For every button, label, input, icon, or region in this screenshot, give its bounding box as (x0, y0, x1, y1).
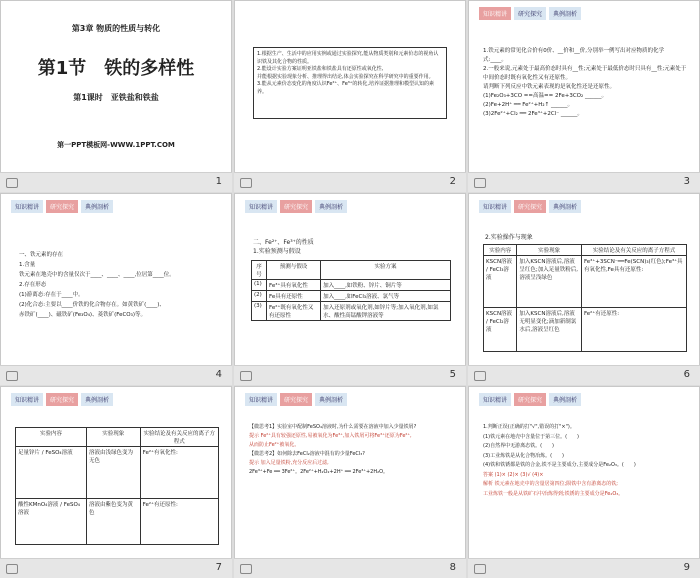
thumb-bar (0, 365, 232, 385)
slide-icon (6, 564, 18, 574)
table-header: 实验内容 (484, 245, 517, 256)
slide-thumb-9[interactable] (468, 386, 700, 578)
slide-canvas (234, 386, 466, 560)
table-header: 实验结论及有关反应的离子方程式 (140, 428, 218, 447)
slide-number: 1 (215, 176, 222, 187)
table-header: 实验结论及有关反应的离子方程式 (581, 245, 686, 256)
tab-knowledge: 知识精讲 (479, 393, 511, 406)
tab-example: 典例剖析 (81, 200, 113, 213)
slide-heading: 二、Fe²⁺、Fe³⁺的性质 1.实验预测与假设 (253, 239, 314, 255)
table-header: 实验现象 (86, 428, 140, 447)
thumb-bar (0, 172, 232, 192)
table-header: 序号 (252, 261, 267, 280)
slide-canvas (468, 0, 700, 174)
slide-icon (474, 564, 486, 574)
slide-thumb-7[interactable] (0, 386, 232, 578)
tab-explore: 研究探究 (514, 200, 546, 213)
tab-knowledge: 知识精讲 (11, 393, 43, 406)
slide-canvas (0, 386, 232, 560)
slide-number: 3 (683, 176, 690, 187)
slide-body: 【微思考1】实验室中配制FeSO₄溶液时,为什么需要在溶液中加入少量铁屑? 提示 Fe²⁺具有较强还原性,易被氧化为Fe³⁺,加入铁屑可将Fe³⁺还原为Fe²⁺, 从而防止Fe²⁺被氧化。 【微思考2】如何除去FeCl₂溶液中混有的少量FeCl₃? 提示 加入足量铁粉,充分反应后过滤, 2Fe³⁺+Fe ══ 3Fe²⁺。2Fe²⁺+H₂O₂+2H⁺ ══ 2Fe³⁺+2H₂O。 (249, 424, 417, 475)
slide-thumb-4[interactable] (0, 193, 232, 385)
slide-number: 5 (449, 369, 456, 380)
tab-example: 典例剖析 (81, 393, 113, 406)
section-title: 第1节 铁的多样性 (37, 58, 195, 79)
slide-number: 6 (683, 369, 690, 380)
thumb-bar (234, 558, 466, 578)
tab-example: 典例剖析 (315, 393, 347, 406)
table-row: 酸性KMnO₄溶液 / FeSO₄溶液 溶液由紫色变为黄色 Fe²⁺有还原性: (16, 499, 219, 545)
slide-tabs (245, 200, 347, 213)
table-row: (1) Fe³⁺具有氧化性 加入____,如铁粉、锌片、铜片等 (252, 280, 451, 291)
table-header: 实验内容 (16, 428, 87, 447)
tab-explore: 研究探究 (280, 393, 312, 406)
slide-thumb-2[interactable] (234, 0, 466, 192)
tab-knowledge: 知识精讲 (479, 7, 511, 20)
table-header: 预测与假设 (267, 261, 321, 280)
slide-tabs (479, 393, 581, 406)
slide-number: 8 (449, 562, 456, 573)
slide-body: 1.铁元素的常见化合价有0价、__价和__价,分别举一例写出对应物质的化学式:____。 2.一般来说,元素处于最高价态时具有__性;元素处于最低价态时只具有__性;元素处于中间价态时既有氧化性又有还原性。 请判断下列反应中铁元素表现的是氧化性还是还原性。 (1)Fe₂O₃+3CO ==高温== 2Fe+3CO₂ ______。 (2)Fe+2H⁺ ══ Fe²⁺+H₂↑ ______。 (3)2Fe²⁺+Cl₂ ══ 2Fe³⁺+2Cl⁻ ______。 (483, 48, 687, 117)
table-row: (2) Fe具有还原性 加入____,如FeCl₃溶液、氯气等 (252, 291, 451, 302)
tab-knowledge: 知识精讲 (479, 200, 511, 213)
thumb-bar (234, 172, 466, 192)
slide-icon (240, 564, 252, 574)
slide-tabs (479, 7, 581, 20)
tab-explore: 研究探究 (514, 7, 546, 20)
slide-body: 一、铁元素的存在 1.含量 铁元素在地壳中的含量仅次于____、____、____,位居第____位。 2.存在形态 (1)游离态:存在于____中。 (2)化合态:主要以____价铁的化合物存在。如黄铁矿(____)、 赤铁矿(____)、磁铁矿(Fe₃O₄)、菱铁矿(FeCO₃)等。 (19, 252, 175, 318)
slide-number: 7 (215, 562, 222, 573)
slide-canvas (234, 0, 466, 174)
thumb-bar (468, 172, 700, 192)
tab-example: 典例剖析 (549, 7, 581, 20)
tab-explore: 研究探究 (514, 393, 546, 406)
tab-explore: 研究探究 (46, 200, 78, 213)
slide-icon (240, 371, 252, 381)
slide-icon (240, 178, 252, 188)
tab-knowledge: 知识精讲 (245, 200, 277, 213)
slide-canvas (0, 193, 232, 367)
table-row: KSCN溶液 / FeCl₃溶液 加入KSCN溶液后,溶液呈红色;加入足量铁粉后,溶液呈浅绿色 Fe³⁺+3SCN⁻══Fe(SCN)₃(红色);Fe³⁺具有氧化性,Fe具有还原性: (484, 256, 687, 308)
tab-knowledge: 知识精讲 (245, 393, 277, 406)
slide-tabs (245, 393, 347, 406)
slide-canvas (0, 0, 232, 174)
experiment-table (483, 244, 687, 352)
slide-icon (6, 178, 18, 188)
tab-knowledge: 知识精讲 (11, 200, 43, 213)
slide-thumb-1[interactable] (0, 0, 232, 192)
thumb-bar (0, 558, 232, 578)
slide-thumb-6[interactable] (468, 193, 700, 385)
table-header: 实验方案 (321, 261, 451, 280)
thumb-bar (468, 558, 700, 578)
slide-tabs (11, 200, 113, 213)
slide-tabs (11, 393, 113, 406)
table-row: KSCN溶液 / FeCl₂溶液 加入KSCN溶液后,溶液无明显变化;滴加新制氯水后,溶液呈红色 Fe²⁺有还原性: (484, 308, 687, 352)
tab-explore: 研究探究 (46, 393, 78, 406)
slide-tabs (479, 200, 581, 213)
slide-thumb-8[interactable] (234, 386, 466, 578)
slide-body: 1.判断正误(正确的打"√",错误的打"×")。 (1)铁元素在地壳中含量位于第三位。( ) (2)自然界中无游离态铁。( ) (3)工业炼铁是从化合物冶炼。( ) (4)铁和铁锈都是铁的合金,铁不是主要成分,主要成分是Fe₂O₃。( ) 答案 (1)× (2)× (3)√ (4)× 解析 铁元素在地壳中的含量居第四位;陨铁中含有游离态的铁; 工业炼铁一般是从铁矿石中冶炼得到;铁锈的主要成分是Fe₂O₃。 (483, 424, 636, 497)
hypothesis-table (251, 260, 451, 321)
tab-example: 典例剖析 (549, 393, 581, 406)
table-header: 实验现象 (517, 245, 582, 256)
experiment-table (15, 427, 219, 545)
thumb-bar (468, 365, 700, 385)
tab-example: 典例剖析 (549, 200, 581, 213)
table-row: 足量锌片 / FeSO₄溶液 溶液由浅绿色变为无色 Fe²⁺有氧化性: (16, 447, 219, 499)
slide-canvas (468, 386, 700, 560)
slide-number: 4 (215, 369, 222, 380)
thumb-bar (234, 365, 466, 385)
tab-explore: 研究探究 (280, 200, 312, 213)
slide-icon (474, 371, 486, 381)
slide-icon (6, 371, 18, 381)
slide-number: 9 (683, 562, 690, 573)
slide-icon (474, 178, 486, 188)
table-row: (3) Fe²⁺既有氧化性又有还原性 加入还原剂或氧化剂,如锌片等;加入氧化剂,如氯水、酸性高锰酸钾溶液等 (252, 302, 451, 321)
slide-thumb-5[interactable] (234, 193, 466, 385)
tab-example: 典例剖析 (315, 200, 347, 213)
slide-canvas (468, 193, 700, 367)
slide-heading: 2.实验操作与现象 (485, 234, 533, 241)
slide-canvas (234, 193, 466, 367)
slide-number: 2 (449, 176, 456, 187)
footer-text: 第一PPT模板网-WWW.1PPT.COM (57, 141, 175, 149)
lesson-subtitle: 第1课时 亚铁盐和铁盐 (73, 93, 159, 102)
objectives-text: 1.根据生产、生活中的应用实例或通过实验探究,能从物质类别和元素价态的视角认识铁及其化合物的性质。 2.能设计实验方案证明亚铁盐和铁盐具有还原性或氧化性, 并能根据实验现象分析、推理得出结论,体会实验探究在科学研究中的重要作用。 3.能从元素价态变化的角度认识Fe²⁺、Fe³⁺的转化,培养证据推理和模型认知的素养。 (257, 51, 439, 95)
slide-thumb-3[interactable] (468, 0, 700, 192)
chapter-title: 第3章 物质的性质与转化 (71, 24, 161, 33)
